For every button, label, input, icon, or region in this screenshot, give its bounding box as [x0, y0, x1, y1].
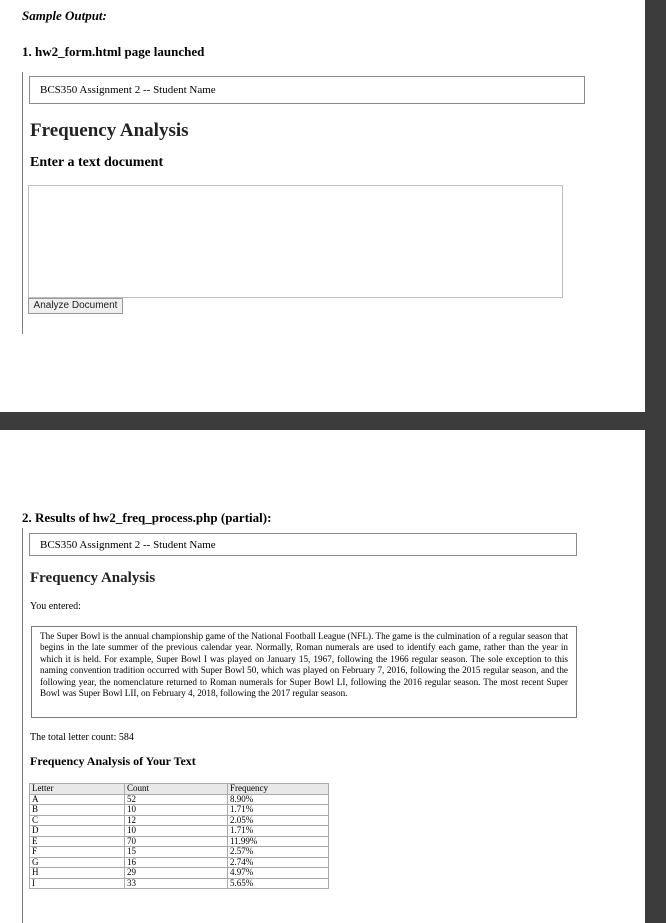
analyze-document-button[interactable]: Analyze Document	[28, 298, 123, 314]
cell-count: 12	[125, 815, 228, 826]
cell-count: 29	[125, 868, 228, 879]
cell-frequency: 4.97%	[228, 868, 329, 879]
browser-frame-edge	[22, 72, 23, 334]
cell-count: 52	[125, 794, 228, 805]
cell-frequency: 11.99%	[228, 836, 329, 847]
cell-count: 10	[125, 805, 228, 816]
cell-letter: A	[30, 794, 125, 805]
page-heading: Frequency Analysis	[30, 120, 189, 141]
table-title: Frequency Analysis of Your Text	[30, 754, 196, 768]
cell-letter: H	[30, 868, 125, 879]
cell-letter: E	[30, 836, 125, 847]
table-row	[30, 805, 329, 816]
browser-frame-edge	[22, 528, 23, 923]
page-title-text: BCS350 Assignment 2 -- Student Name	[40, 84, 216, 96]
cell-letter: G	[30, 857, 125, 868]
table-row	[30, 857, 329, 868]
page-title-bar	[29, 76, 585, 104]
document-page-1	[0, 0, 645, 412]
cell-count: 15	[125, 847, 228, 858]
cell-letter: I	[30, 878, 125, 889]
cell-letter: B	[30, 805, 125, 816]
cell-count: 16	[125, 857, 228, 868]
table-row	[30, 826, 329, 837]
total-letter-count: The total letter count: 584	[30, 732, 134, 743]
cell-frequency: 2.74%	[228, 857, 329, 868]
frequency-table	[29, 783, 329, 889]
header-frequency: Frequency	[228, 784, 329, 795]
table-row	[30, 815, 329, 826]
cell-count: 33	[125, 878, 228, 889]
header-count: Count	[125, 784, 228, 795]
cell-letter: C	[30, 815, 125, 826]
cell-frequency: 1.71%	[228, 805, 329, 816]
cell-letter: D	[30, 826, 125, 837]
form-subheading: Enter a text document	[30, 155, 164, 170]
document-textarea[interactable]	[28, 185, 563, 298]
table-header-row	[30, 784, 329, 795]
cell-letter: F	[30, 847, 125, 858]
entered-text-box: The Super Bowl is the annual championship game of the National Football League (NFL). The game is the culmination of a regular season that begins in the late summer of the previous calendar year. Normally, Roman numerals are used to identify each game, rather than the year in which it is held. For example, Super Bowl I was played on January 15, 1967, following the 1966 regular season. The sole exception to this naming convention tradition occurred with Super Bowl 50, which was played on February 7, 2016, following the 2015 regular season, and the following year, the nomenclature returned to Roman numerals for Super Bowl LI, following the 2016 regular season. The most recent Super Bowl was Super Bowl LII, on February 4, 2018, following the 2017 regular season.	[31, 626, 577, 718]
sample-output-heading: Sample Output:	[22, 8, 107, 23]
cell-frequency: 1.71%	[228, 826, 329, 837]
table-row	[30, 794, 329, 805]
header-letter: Letter	[30, 784, 125, 795]
table-row	[30, 878, 329, 889]
cell-frequency: 2.05%	[228, 815, 329, 826]
page-title-bar	[29, 533, 577, 556]
step-2-label: 2. Results of hw2_freq_process.php (partial):	[22, 510, 272, 525]
table-row	[30, 868, 329, 879]
you-entered-label: You entered:	[30, 601, 81, 612]
table-row	[30, 836, 329, 847]
cell-frequency: 2.57%	[228, 847, 329, 858]
step-1-label: 1. hw2_form.html page launched	[22, 44, 205, 59]
page-heading: Frequency Analysis	[30, 570, 156, 586]
cell-frequency: 8.90%	[228, 794, 329, 805]
document-page-2	[0, 430, 645, 923]
cell-frequency: 5.65%	[228, 878, 329, 889]
cell-count: 70	[125, 836, 228, 847]
page-title-text: BCS350 Assignment 2 -- Student Name	[40, 538, 216, 551]
table-row	[30, 847, 329, 858]
cell-count: 10	[125, 826, 228, 837]
